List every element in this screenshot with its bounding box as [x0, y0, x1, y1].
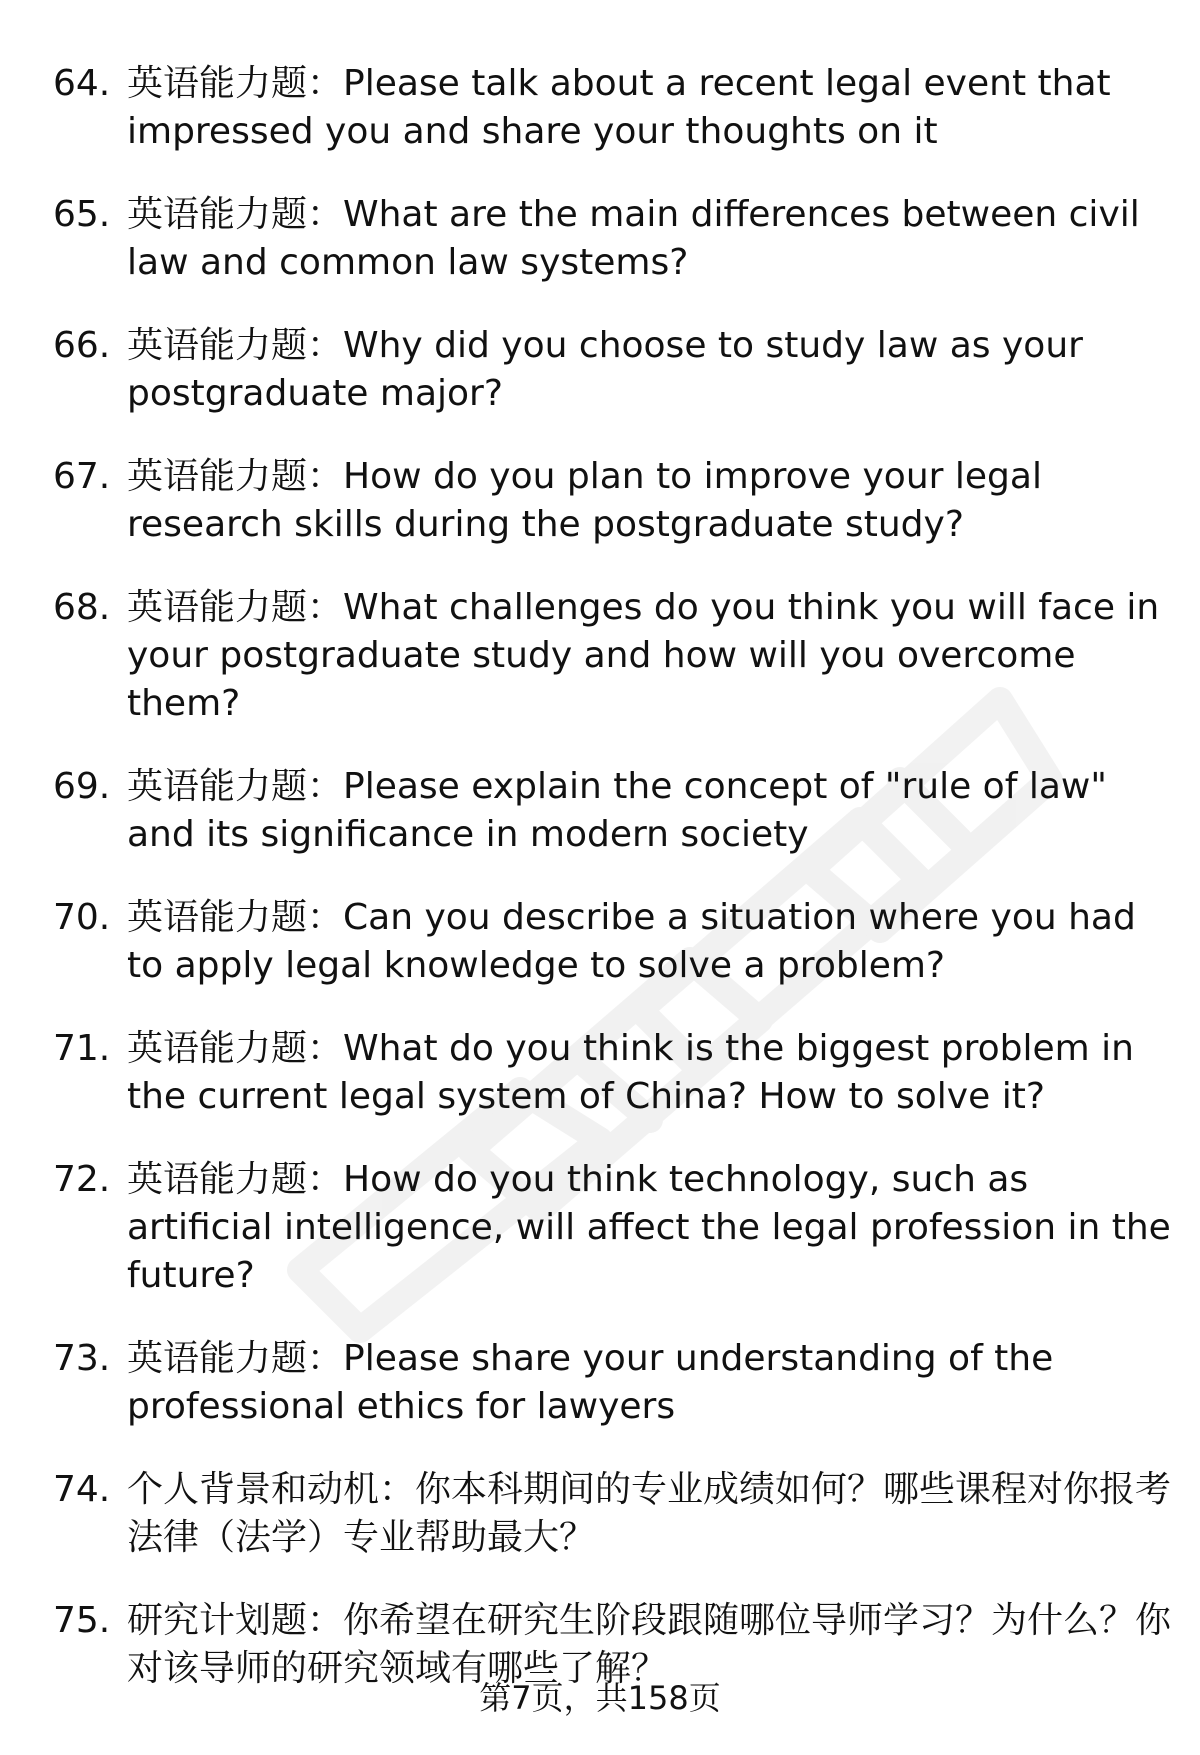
- question-text: 个人背景和动机：你本科期间的专业成绩如何？哪些课程对你报考法律（法学）专业帮助最大？: [127, 1469, 1172, 1558]
- page-footer: [0, 1678, 1200, 1718]
- question-text: 英语能力题：How do you plan to improve your legal research skills during the postgraduate study?: [127, 456, 1042, 545]
- question-text: 英语能力题：Can you describe a situation where you had to apply legal knowledge to solve a problem?: [127, 897, 1136, 986]
- question-text: 英语能力题：Please talk about a recent legal event that impressed you and share your thoughts on it: [127, 63, 1111, 152]
- question-text: 英语能力题：Please share your understanding of the professional ethics for lawyers: [127, 1338, 1054, 1427]
- question-text: 英语能力题：Why did you choose to study law as your postgraduate major?: [127, 325, 1083, 414]
- question-text: 英语能力题：Please explain the concept of "rule of law" and its significance in modern society: [127, 766, 1107, 855]
- question-number: 72.: [53, 1159, 111, 1200]
- question-text: 英语能力题：What challenges do you think you will face in your postgraduate study and how will you overcome them?: [127, 587, 1160, 724]
- question-item-66: [53, 322, 1176, 418]
- question-number: 69.: [53, 766, 111, 807]
- question-item-74: [53, 1466, 1176, 1562]
- question-text: 英语能力题：What are the main differences between civil law and common law systems?: [127, 194, 1140, 283]
- question-number: 67.: [53, 456, 111, 497]
- question-item-64: [53, 60, 1176, 156]
- question-number: 71.: [53, 1028, 111, 1069]
- question-text: 英语能力题：How do you think technology, such as artificial intelligence, will affect the legal profession in the future?: [127, 1159, 1171, 1296]
- question-list: [53, 60, 1176, 1693]
- question-number: 64.: [53, 63, 111, 104]
- question-number: 74.: [53, 1469, 111, 1510]
- page-number-label: 第7页，共158页: [479, 1679, 721, 1717]
- question-item-67: [53, 453, 1176, 549]
- question-item-71: [53, 1025, 1176, 1121]
- question-number: 73.: [53, 1338, 111, 1379]
- question-item-70: [53, 894, 1176, 990]
- question-number: 68.: [53, 587, 111, 628]
- question-text: 英语能力题：What do you think is the biggest problem in the current legal system of China? How to solve it?: [127, 1028, 1134, 1117]
- question-item-68: [53, 584, 1176, 728]
- question-number: 66.: [53, 325, 111, 366]
- question-number: 70.: [53, 897, 111, 938]
- question-item-73: [53, 1335, 1176, 1431]
- question-number: 75.: [53, 1600, 111, 1641]
- question-item-65: [53, 191, 1176, 287]
- question-text: 研究计划题：你希望在研究生阶段跟随哪位导师学习？为什么？你对该导师的研究领域有哪些了解？: [127, 1600, 1172, 1689]
- question-item-72: [53, 1156, 1176, 1300]
- question-item-69: [53, 763, 1176, 859]
- question-number: 65.: [53, 194, 111, 235]
